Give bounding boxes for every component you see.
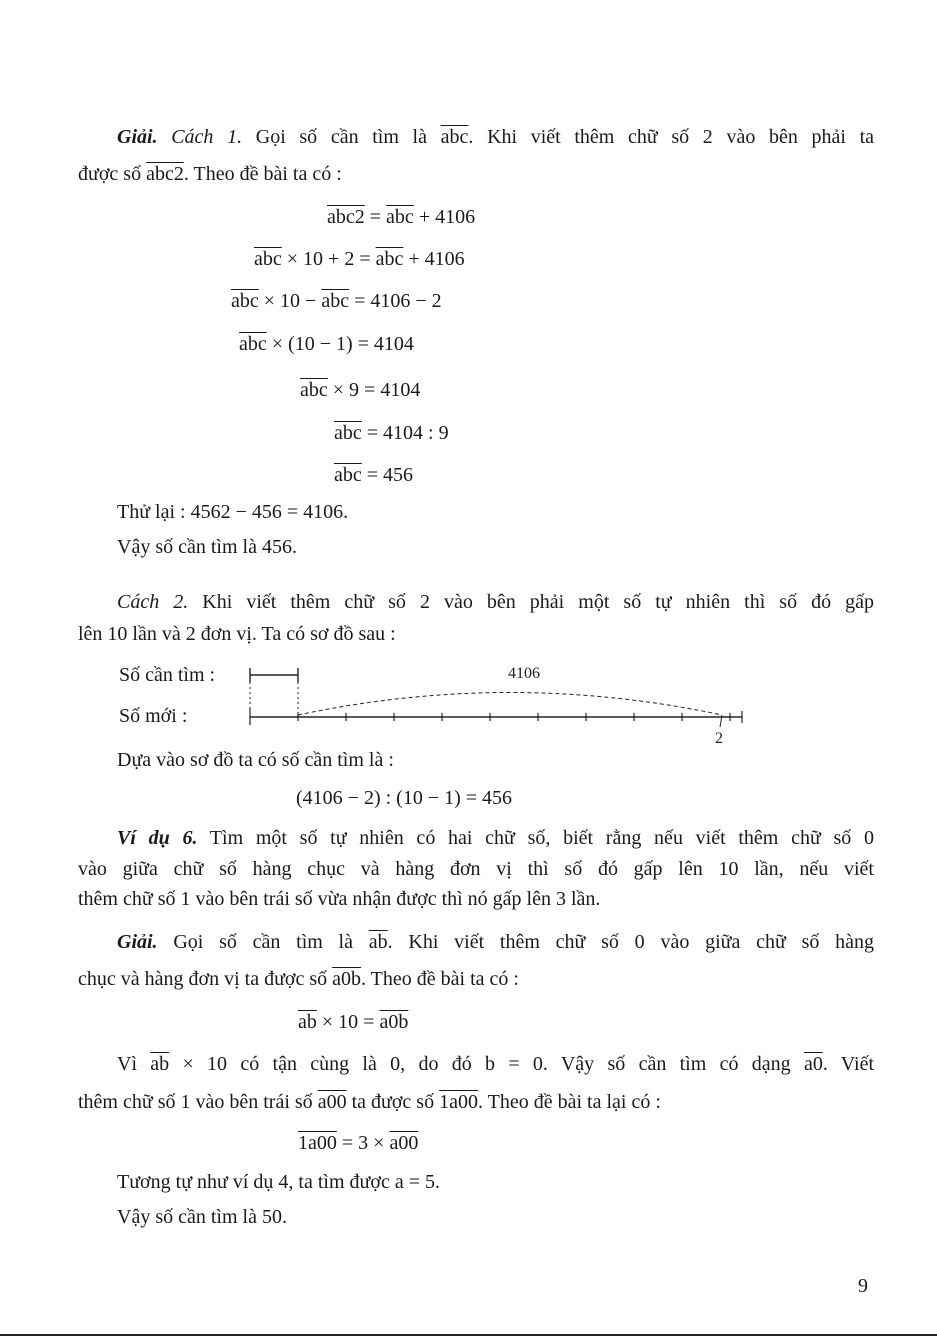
- solution6-label: Giải.: [117, 931, 158, 953]
- method2-line-1: Cách 2. Khi viết thêm chữ số 2 vào bên phải một số tự nhiên thì số đó gấp: [117, 591, 875, 613]
- var-abc: $\overline{abc}$: [440, 126, 469, 148]
- example6-line-1: Ví dụ 6. Tìm một số tự nhiên có hai chữ số, biết rằng nếu viết thêm chữ số 0: [117, 827, 874, 849]
- formula-2: (4106 − 2) : (10 − 1) = 456: [296, 787, 513, 809]
- derivation-line-4: $\overline{abc} \times (10 - 1) = 4104$: [239, 333, 414, 355]
- difference-label: 4106: [508, 665, 540, 682]
- method1-label: Cách 1.: [171, 126, 243, 148]
- intro-line-1: Giải. Cách 1. Gọi số cần tìm là $\overline{abc}$. Khi viết thêm chữ số 2 vào bên phải ta: [117, 126, 875, 148]
- solution6-line-1: Giải. Gọi số cần tìm là $\overline{ab}$. Khi viết thêm chữ số 0 vào giữa chữ số hàng: [117, 931, 875, 953]
- example6-line-3: thêm chữ số 1 vào bên trái số vừa nhận được thì nó gấp lên 3 lần.: [78, 888, 601, 910]
- derivation-line-5: $\overline{abc} \times 9 = 4104$: [300, 379, 421, 401]
- solution6-answer: Vậy số cần tìm là 50.: [117, 1206, 287, 1228]
- solution6-eq-2: 1a00 = 3 × a00: [298, 1132, 419, 1154]
- diagram-row1-label: Số cần tìm :: [119, 664, 216, 686]
- solution6-eq-1: $\overline{ab} \times 10 = a0b$: [298, 1011, 409, 1033]
- method2-line-2: lên 10 lần và 2 đơn vị. Ta có sơ đồ sau :: [78, 623, 396, 645]
- intro-line-2: được số abc2. Theo đề bài ta có :: [78, 163, 342, 185]
- segment-original: [250, 668, 298, 682]
- example6-line-2: vào giữa chữ số hàng chục và hàng đơn vị thì số đó gấp lên 10 lần, nếu viết: [78, 858, 874, 880]
- solution6-line-4: thêm chữ số 1 vào bên trái số a00 ta được số 1a00. Theo đề bài ta lại có :: [78, 1091, 661, 1113]
- derivation-line-3: $\overline{abc} \times 10 - \overline{abc} = 4106 - 2$: [231, 290, 442, 312]
- page-number: 9: [858, 1275, 868, 1297]
- derivation-line-6: $\overline{abc} = 4104$ : 9: [334, 422, 449, 444]
- solution6-line-3: Vì $\overline{ab} \times 10$ có tận cùng là 0, do đó b = 0. Vậy số cần tìm có dạng a0. Viết: [117, 1053, 874, 1075]
- example6-label: Ví dụ 6.: [117, 827, 198, 849]
- var-abc2: abc2: [146, 163, 184, 185]
- derivation-line-7: $\overline{abc} = 456$: [334, 464, 414, 486]
- from-diagram-line: Dựa vào sơ đồ ta có số cần tìm là :: [117, 749, 394, 771]
- derivation-line-2: $\overline{abc} \times 10 + 2 = \overline{abc} + 4106$: [254, 248, 465, 270]
- solution6-line-2: chục và hàng đơn vị ta được số a0b. Theo đề bài ta có :: [78, 968, 519, 990]
- segment-new: [250, 709, 742, 725]
- method2-label: Cách 2.: [117, 591, 189, 613]
- solution6-line-5: Tương tự như ví dụ 4, ta tìm được a = 5.: [117, 1171, 440, 1193]
- brace-difference: [298, 693, 722, 716]
- bottom-rule: [0, 1334, 937, 1336]
- check-line: Thử lại : 4562 − 456 = 4106.: [117, 501, 349, 523]
- diagram-row2-label: Số mới :: [119, 705, 188, 727]
- derivation-line-1: $abc2 = \overline{abc} + 4106$: [327, 206, 476, 228]
- answer-1: Vậy số cần tìm là 456.: [117, 536, 297, 558]
- segment-diagram: [230, 655, 750, 750]
- extra-label: 2: [715, 730, 723, 747]
- solution-label: Giải.: [117, 126, 158, 148]
